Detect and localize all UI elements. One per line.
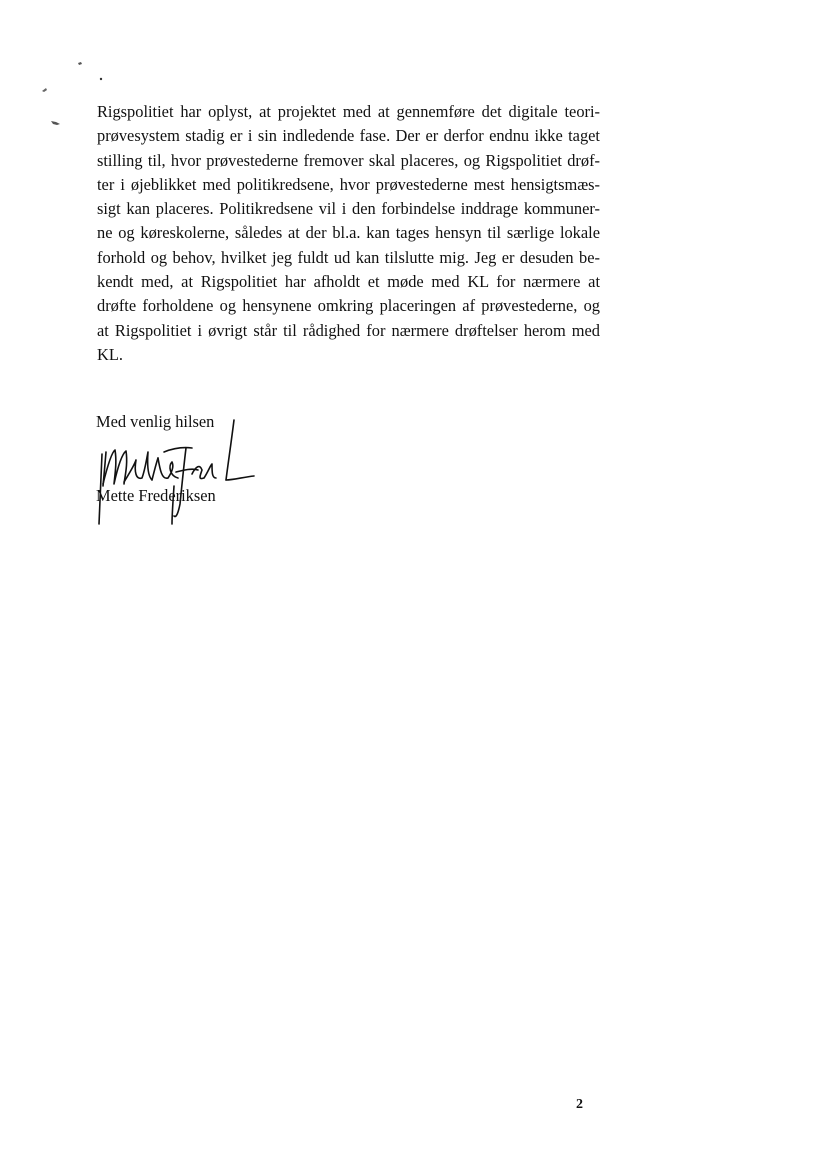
paragraph-line: ter i øjeblikket med politikredsene, hvor prøvestederne mest hensigtsmæs- — [97, 174, 600, 194]
paragraph-line: kendt med, at Rigspolitiet har afholdt et møde med KL for nærmere at — [97, 272, 600, 292]
paragraph-line: sigt kan placeres. Politikredsene vil i den forbindelse inddrage kommuner- — [97, 199, 600, 219]
paragraph-line: forhold og behov, hvilket jeg fuldt ud kan tilslutte mig. Jeg er desuden be- — [97, 247, 600, 267]
paragraph-line: prøvesystem stadig er i sin indledende fase. Der er derfor endnu ikke taget — [97, 126, 600, 146]
paragraph-line: at Rigspolitiet i øvrigt står til rådighed for nærmere drøftelser herom med — [97, 320, 600, 340]
paragraph-line: Rigspolitiet har oplyst, at projektet med at gennemføre det digitale teori- — [97, 102, 600, 121]
closing-salutation: Med venlig hilsen — [96, 412, 215, 431]
handwritten-signature — [88, 414, 268, 532]
paragraph-line: KL. — [97, 344, 123, 364]
paragraph-line: drøfte forholdene og hensynene omkring placeringen af prøvestederne, og — [97, 296, 600, 316]
paragraph-line: ne og køreskolerne, således at der bl.a. kan tages hensyn til særlige lokale — [97, 223, 600, 243]
page-number: 2 — [576, 1097, 583, 1112]
paragraph-line: stilling til, hvor prøvestederne fremover skal placeres, og Rigspolitiet drøf- — [97, 150, 600, 170]
signer-name: Mette Frederiksen — [96, 486, 216, 505]
letter-body-paragraph — [97, 100, 600, 367]
